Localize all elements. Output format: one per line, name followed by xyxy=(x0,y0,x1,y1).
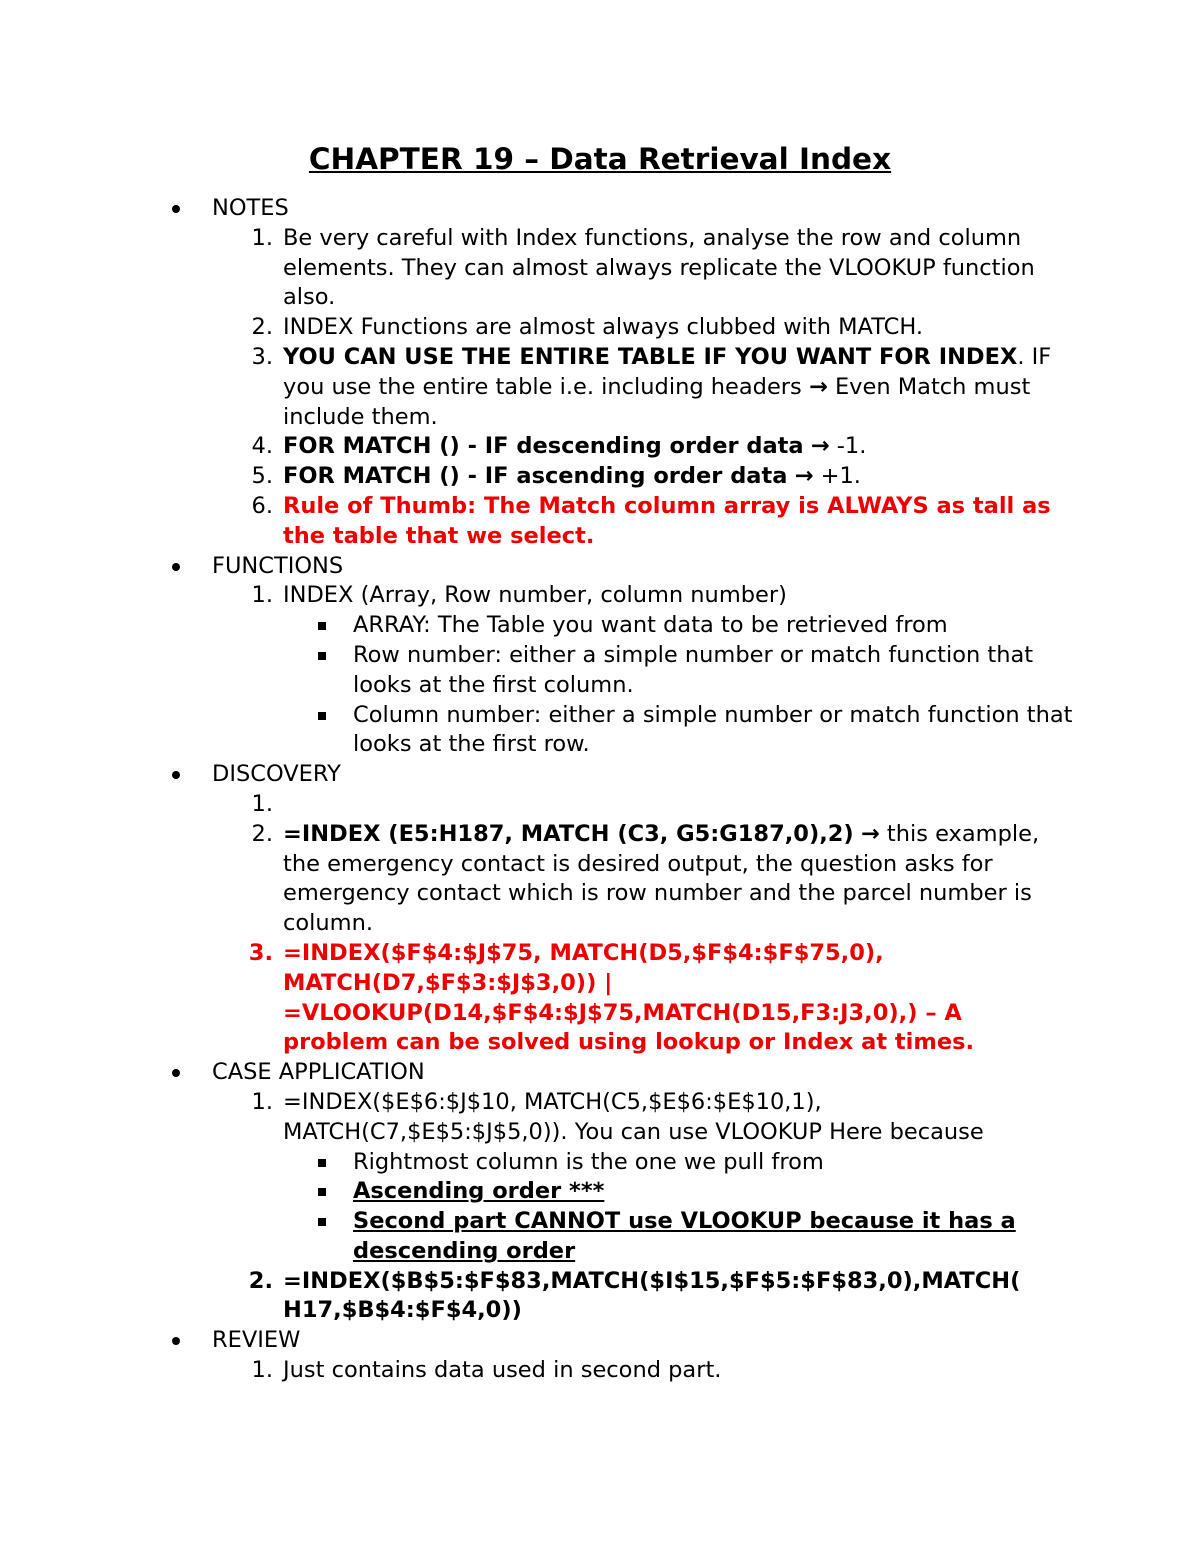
square-bullet-icon xyxy=(318,701,326,720)
bullet-icon xyxy=(172,760,180,779)
case-application-subitem-2: Ascending order *** xyxy=(0,1177,1073,1207)
functions-subitem-3: Column number: either a simple number or match function that looks at the first row. xyxy=(0,701,1073,761)
bullet-icon xyxy=(172,194,180,213)
section-case-application-heading: CASE APPLICATION xyxy=(0,1058,1072,1088)
arrow-right-icon: → xyxy=(808,373,828,400)
notes-item-3: 3. YOU CAN USE THE ENTIRE TABLE IF YOU WANT FOR INDEX. IF you use the entire table i.e. including headers → Even Match must include them. xyxy=(251,343,1052,430)
section-discovery-heading: DISCOVERY xyxy=(0,760,1072,790)
page-title: CHAPTER 19 – Data Retrieval Index xyxy=(308,142,892,176)
document-body xyxy=(0,194,1200,1386)
arrow-right-icon: → xyxy=(794,463,814,490)
notes-item-5: 5. FOR MATCH () - IF ascending order data → +1. xyxy=(251,463,861,490)
section-functions-heading: FUNCTIONS xyxy=(0,552,1072,582)
discovery-item-2: 2. =INDEX (E5:H187, MATCH (C3, G5:G187,0),2) → this example, the emergency contact is desired output, the question asks for emergency contact which is row number and the parcel number is column. xyxy=(251,820,1040,937)
functions-subitem-2: Row number: either a simple number or match function that looks at the first column. xyxy=(0,641,1073,701)
functions-subitem-1: ARRAY: The Table you want data to be retrieved from xyxy=(0,611,1073,641)
case-application-subitem-1: Rightmost column is the one we pull from xyxy=(0,1148,1073,1178)
bullet-icon xyxy=(172,1326,180,1345)
square-bullet-icon xyxy=(318,1177,326,1196)
review-item-1: 1. Just contains data used in second part. xyxy=(251,1357,722,1384)
functions-item-1: 1. INDEX (Array, Row number, column number) xyxy=(251,582,787,609)
square-bullet-icon xyxy=(318,641,326,660)
section-review-heading: REVIEW xyxy=(0,1326,1072,1356)
notes-item-2: 2. INDEX Functions are almost always clubbed with MATCH. xyxy=(251,314,924,341)
case-application-subitem-3: Second part CANNOT use VLOOKUP because it has a descending order xyxy=(0,1207,1073,1267)
arrow-right-icon: → xyxy=(810,433,830,460)
case-application-item-1: 1. =INDEX($E$6:$J$10, MATCH(C5,$E$6:$E$10,1), MATCH(C7,$E$5:$J$5,0)). You can use VLOOKUP Here because xyxy=(251,1088,984,1145)
square-bullet-icon xyxy=(318,1207,326,1226)
notes-item-6: 6. Rule of Thumb: The Match column array is ALWAYS as tall as the table that we select. xyxy=(251,492,1051,549)
notes-item-1: 1. Be very careful with Index functions, analyse the row and column elements. They can almost always replicate the VLOOKUP function also. xyxy=(251,224,1035,311)
section-notes-heading: NOTES xyxy=(0,194,1072,224)
arrow-right-icon: → xyxy=(860,820,880,847)
bullet-icon xyxy=(172,552,180,571)
bullet-icon xyxy=(172,1058,180,1077)
square-bullet-icon xyxy=(318,611,326,630)
discovery-item-3: 3. =INDEX($F$4:$J$75, MATCH(D5,$F$4:$F$75,0), MATCH(D7,$F$3:$J$3,0)) | =VLOOKUP(D14,$F$4:$J$75,MATCH(D15,F3:J3,0),) – A problem can be solved using lookup or Index at times. xyxy=(248,939,975,1056)
discovery-item-1: 1. xyxy=(251,790,273,817)
case-application-item-2: 2. =INDEX($B$5:$F$83,MATCH($I$15,$F$5:$F$83,0),MATCH( H17,$B$4:$F$4,0)) xyxy=(248,1267,1021,1324)
notes-item-4: 4. FOR MATCH () - IF descending order data → -1. xyxy=(251,433,867,460)
square-bullet-icon xyxy=(318,1148,326,1167)
